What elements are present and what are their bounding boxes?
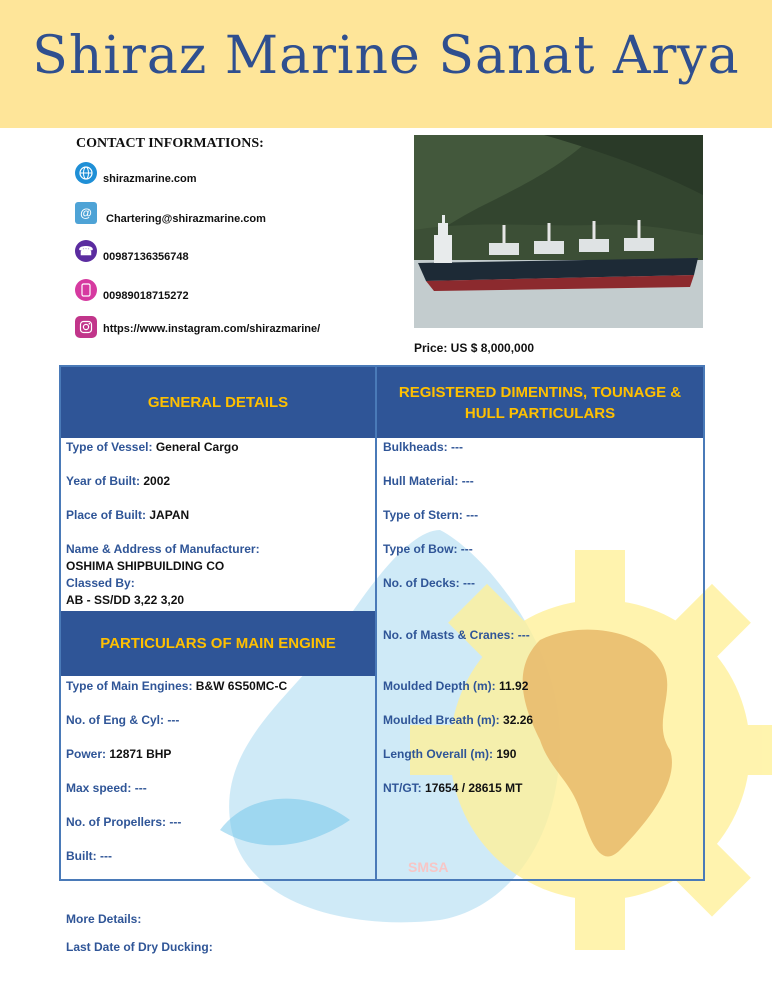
field-masts-cranes: No. of Masts & Cranes: ---	[383, 628, 530, 642]
field-propellers: No. of Propellers: ---	[66, 815, 182, 829]
field-nt-gt: NT/GT: 17654 / 28615 MT	[383, 781, 523, 795]
field-year-built: Year of Built: 2002	[66, 474, 171, 488]
ship-photo	[414, 135, 703, 328]
email-icon: @	[75, 202, 97, 224]
instagram-text: https://www.instagram.com/shirazmarine/	[103, 323, 321, 335]
field-manufacturer-label: Name & Address of Manufacturer:	[66, 542, 260, 556]
price-label: Price: US $ 8,000,000	[414, 341, 535, 355]
field-engine-type: Type of Main Engines: B&W 6S50MC-C	[66, 679, 288, 693]
mobile-text: 00989018715272	[103, 290, 189, 302]
field-engine-cylinders: No. of Eng & Cyl: ---	[66, 713, 180, 727]
contact-website[interactable]	[75, 162, 197, 184]
website-text: shirazmarine.com	[103, 173, 197, 185]
field-max-speed: Max speed: ---	[66, 781, 147, 795]
contact-phone[interactable]	[75, 240, 189, 262]
field-classed-value: AB - SS/DD 3,22 3,20	[66, 593, 185, 607]
main-engine-header: PARTICULARS OF MAIN ENGINE	[61, 611, 375, 676]
registered-details-header: REGISTERED DIMENTINS, TOUNAGE & HULL PARTICULARS	[377, 367, 703, 438]
email-text: Chartering@shirazmarine.com	[106, 213, 266, 225]
field-bow-type: Type of Bow: ---	[383, 542, 473, 556]
field-decks: No. of Decks: ---	[383, 576, 476, 590]
dry-docking-label: Last Date of Dry Ducking:	[66, 940, 213, 954]
field-moulded-depth: Moulded Depth (m): 11.92	[383, 679, 529, 693]
table-column-divider	[375, 365, 377, 881]
phone-icon: ☎	[75, 240, 97, 262]
phone-text: 00987136356748	[103, 251, 189, 263]
general-details-header: GENERAL DETAILS	[61, 367, 375, 438]
contact-email[interactable]	[75, 202, 266, 224]
field-hull-material: Hull Material: ---	[383, 474, 474, 488]
field-stern-type: Type of Stern: ---	[383, 508, 479, 522]
globe-icon	[75, 162, 97, 184]
page-title: Shiraz Marine Sanat Arya	[32, 26, 740, 86]
field-bulkheads: Bulkheads: ---	[383, 440, 464, 454]
field-place-built: Place of Built: JAPAN	[66, 508, 190, 522]
contact-heading: CONTACT INFORMATIONS:	[76, 136, 264, 151]
instagram-icon	[75, 316, 97, 338]
field-moulded-breadth: Moulded Breath (m): 32.26	[383, 713, 534, 727]
contact-instagram[interactable]	[75, 316, 320, 338]
field-power: Power: 12871 BHP	[66, 747, 172, 761]
field-manufacturer-value: OSHIMA SHIPBUILDING CO	[66, 559, 225, 573]
field-vessel-type: Type of Vessel: General Cargo	[66, 440, 239, 454]
more-details-label: More Details:	[66, 912, 142, 926]
field-engine-built: Built: ---	[66, 849, 112, 863]
field-classed-label: Classed By:	[66, 576, 135, 590]
contact-mobile[interactable]	[75, 279, 189, 301]
mobile-icon	[75, 279, 97, 301]
field-length-overall: Length Overall (m): 190	[383, 747, 517, 761]
watermark-text: SMSA	[408, 859, 449, 875]
